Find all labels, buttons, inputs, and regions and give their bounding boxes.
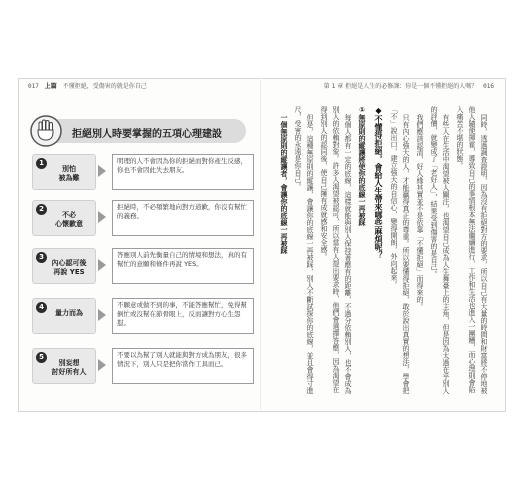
left-page-number: 017 (28, 83, 39, 90)
body-paragraph: 有些人在生活中渴望被人關注，也渴望自己成為人生舞臺上的主角，但是因為太過在乎別人的評價，就變成了「老好人」，結果受到傷害的是自己。 (430, 106, 450, 395)
diagram-key-label: 別怕 被為難 (58, 165, 80, 182)
diagram-row (32, 298, 250, 332)
diagram-key-box (32, 200, 96, 236)
diagram-key-label: 別妄想 討好所有人 (51, 359, 87, 376)
arrow-right-icon (98, 309, 106, 321)
body-paragraph: 但是，這種無原則的縱讓，會讓你的底線一再被踩，別人不斷試探你的底線，並且會得寸進尺，受害的永遠是你自己。 (294, 106, 314, 395)
diagram-row (32, 154, 250, 188)
right-page-body (276, 106, 490, 398)
step-number-badge: 3 (36, 252, 47, 263)
diagram-description: 不願意或做不到的事，不能答應幫忙，免得幫倒忙或沒幫在節骨眼上，反而讓對方心生怨懟。 (112, 298, 254, 334)
diagram-key-box (32, 248, 96, 284)
step-number-badge: 2 (36, 204, 47, 215)
section-question: ◆不懂得拒絕，會給人生帶來哪些麻煩呢？ (374, 106, 383, 259)
left-page-header (24, 81, 147, 90)
diagram-row (32, 348, 250, 382)
diagram-key-label: 不必 心懷歉意 (55, 211, 83, 228)
left-page-section: 不懂拒絕，受傷害的就是你自己 (62, 83, 147, 90)
step-number-badge: 4 (36, 302, 47, 313)
arrow-right-icon (98, 259, 106, 271)
body-paragraph: 只有內心強大的人，才能贏得真正的尊重。所以要懂得拒絕，敢於說出真實的想法，學會把「不」說出口，建立強大的自信心，變得開朗，外向起來。 (390, 106, 410, 395)
right-page-header (324, 81, 498, 90)
sub-heading: ①無原則的縱讓將使你的底線一再被踩 (358, 106, 366, 226)
diagram-row (32, 248, 250, 282)
diagram-key-box (32, 348, 96, 384)
diagram-description: 拒絕時，不必頻繁地向對方道歉，你沒有幫忙的義務。 (112, 200, 254, 236)
diagram-key-label: 內心認可後 再說 YES (51, 259, 87, 276)
diagram-description: 答應別人前先衡量自己的情境和想法，真的有幫忙的意願和條件再說 YES。 (112, 248, 254, 284)
emphasis-text: 一個無原則的縱讓者，會讓你的底線一再被踩 (280, 114, 288, 255)
left-page (18, 78, 261, 410)
step-number-badge: 5 (36, 352, 47, 363)
body-paragraph: 每個人都有一定的底線，這樣就能與別人保持著應有的距離，不過分依賴別人，也不會成為別人的依賴對象。許多人渴望被認可，所以當有人提出要求時，他們會選擇答應，因為渴望在得到別人的認同後，使自己擁有成就感和安全感。 (320, 106, 352, 395)
diagram-description: 明理的人不會因為你的拒絕而對你產生反感，你也不會因此失去朋友。 (112, 154, 254, 190)
body-paragraph: 同時，透過調查證明，因為沒有拒絕對方的要求，所以自己有大量的時間和財富將不停地被他人隨便揮霍，導致自己的事情根本無法繼續進行，工作和生活也進入一團糟，而心理則會陷入痛苦不堪的狀態。 (456, 106, 488, 395)
body-paragraph: 我們應該認清，好人緣其實並不是依靠「不懂拒絕」而得來的。 (416, 114, 424, 311)
right-page (261, 78, 504, 410)
arrow-right-icon (98, 211, 106, 223)
diagram-row (32, 200, 250, 234)
stop-hand-icon (28, 113, 64, 149)
right-page-chapter: 第 1 章 (323, 83, 344, 90)
right-page-chapter-title: 拒絕是人生的必修課：你是一個不懂拒絕的人嗎？ (345, 83, 478, 90)
right-page-number: 016 (483, 83, 494, 90)
arrow-right-icon (98, 165, 106, 177)
arrow-right-icon (98, 359, 106, 371)
step-number-badge: 1 (36, 158, 47, 169)
diagram-key-box (32, 154, 96, 190)
diagram-title-box (32, 119, 246, 143)
diagram-description: 不要以為幫了別人就能與對方成為朋友，很多情況下，別人只是把你當作工具而已。 (112, 348, 254, 384)
diagram-key-label: 量力而為 (55, 309, 83, 317)
left-page-part: 上篇 (44, 83, 57, 90)
diagram-title: 拒絕別人時要掌握的五項心理建設 (72, 129, 222, 140)
diagram-key-box (32, 298, 96, 334)
